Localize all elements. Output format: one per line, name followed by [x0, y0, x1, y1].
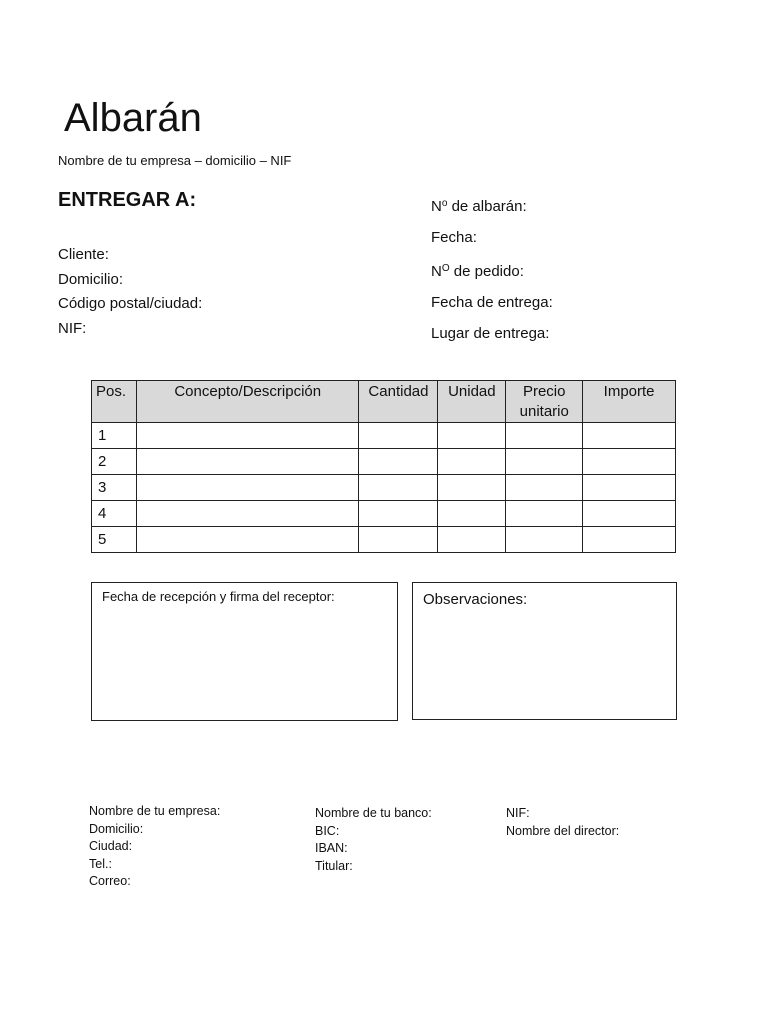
header-unit-price: Precio unitario [506, 381, 583, 423]
cell-quantity[interactable] [359, 475, 438, 501]
client-fields [58, 243, 202, 341]
header-unit: Unidad [438, 381, 506, 423]
observations-label: Observaciones: [423, 591, 528, 608]
cell-amount[interactable] [583, 527, 676, 553]
cell-quantity[interactable] [359, 449, 438, 475]
footer-holder: Titular: [315, 858, 353, 873]
cell-amount[interactable] [583, 475, 676, 501]
reception-signature-box[interactable] [91, 582, 398, 721]
header-position: Pos. [92, 381, 137, 423]
cell-description[interactable] [136, 501, 359, 527]
row-position: 1 [92, 423, 137, 449]
footer-bank-info [315, 805, 432, 875]
row-position: 4 [92, 501, 137, 527]
table-row [92, 501, 676, 527]
header-description: Concepto/Descripción [136, 381, 359, 423]
footer-city: Ciudad: [89, 839, 133, 853]
deliver-to-heading: ENTREGAR A: [58, 189, 197, 211]
footer-iban: IBAN: [315, 841, 348, 855]
cell-unit-price[interactable] [506, 475, 583, 501]
client-label: Cliente: [58, 246, 109, 263]
date-label: Fecha: [431, 229, 477, 246]
cell-description[interactable] [136, 423, 359, 449]
header-quantity: Cantidad [359, 381, 438, 423]
cell-amount[interactable] [583, 501, 676, 527]
cell-description[interactable] [136, 527, 359, 553]
cell-unit-price[interactable] [506, 423, 583, 449]
postal-city-label: Código postal/ciudad: [58, 295, 203, 312]
address-label: Domicilio: [58, 270, 124, 288]
footer-phone: Tel.: [89, 856, 112, 871]
order-number-label: $N^O$ de pedido: [431, 263, 524, 280]
footer-bank-name: Nombre de tu banco: [315, 806, 432, 820]
cell-unit[interactable] [438, 449, 506, 475]
footer-director-name: Nombre del director: [506, 823, 620, 838]
order-info [431, 188, 553, 349]
footer-bic: BIC: [315, 823, 340, 838]
cell-amount[interactable] [583, 423, 676, 449]
delivery-date-label: Fecha de entrega: [431, 294, 553, 311]
row-position: 5 [92, 527, 137, 553]
client-nif-label: NIF: [58, 319, 87, 337]
cell-quantity[interactable] [359, 527, 438, 553]
table-row [92, 449, 676, 475]
footer-company-name: Nombre de tu empresa: [89, 804, 221, 818]
row-position: 3 [92, 475, 137, 501]
cell-unit[interactable] [438, 423, 506, 449]
table-header-row [92, 381, 676, 423]
row-position: 2 [92, 449, 137, 475]
footer-nif: NIF: [506, 806, 530, 820]
document-title: Albarán [64, 96, 202, 140]
cell-description[interactable] [136, 449, 359, 475]
footer-email: Correo: [89, 874, 131, 888]
cell-quantity[interactable] [359, 423, 438, 449]
cell-unit[interactable] [438, 527, 506, 553]
delivery-note-number-label: $N^o$ de albarán: [431, 198, 527, 215]
cell-unit-price[interactable] [506, 527, 583, 553]
footer-legal-info [506, 805, 619, 840]
table-row [92, 475, 676, 501]
cell-unit[interactable] [438, 475, 506, 501]
table-row [92, 527, 676, 553]
reception-signature-label: Fecha de recepción y firma del receptor: [102, 589, 335, 604]
table-row [92, 423, 676, 449]
cell-amount[interactable] [583, 449, 676, 475]
cell-unit[interactable] [438, 501, 506, 527]
cell-quantity[interactable] [359, 501, 438, 527]
cell-unit-price[interactable] [506, 501, 583, 527]
company-subtitle: Nombre de tu empresa – domicilio – NIF [58, 153, 292, 168]
header-amount: Importe [583, 381, 676, 423]
cell-description[interactable] [136, 475, 359, 501]
cell-unit-price[interactable] [506, 449, 583, 475]
items-table [91, 380, 676, 553]
delivery-place-label: Lugar de entrega: [431, 325, 550, 342]
footer-address: Domicilio: [89, 821, 144, 836]
footer-company-info [89, 803, 220, 891]
observations-box[interactable] [412, 582, 677, 720]
